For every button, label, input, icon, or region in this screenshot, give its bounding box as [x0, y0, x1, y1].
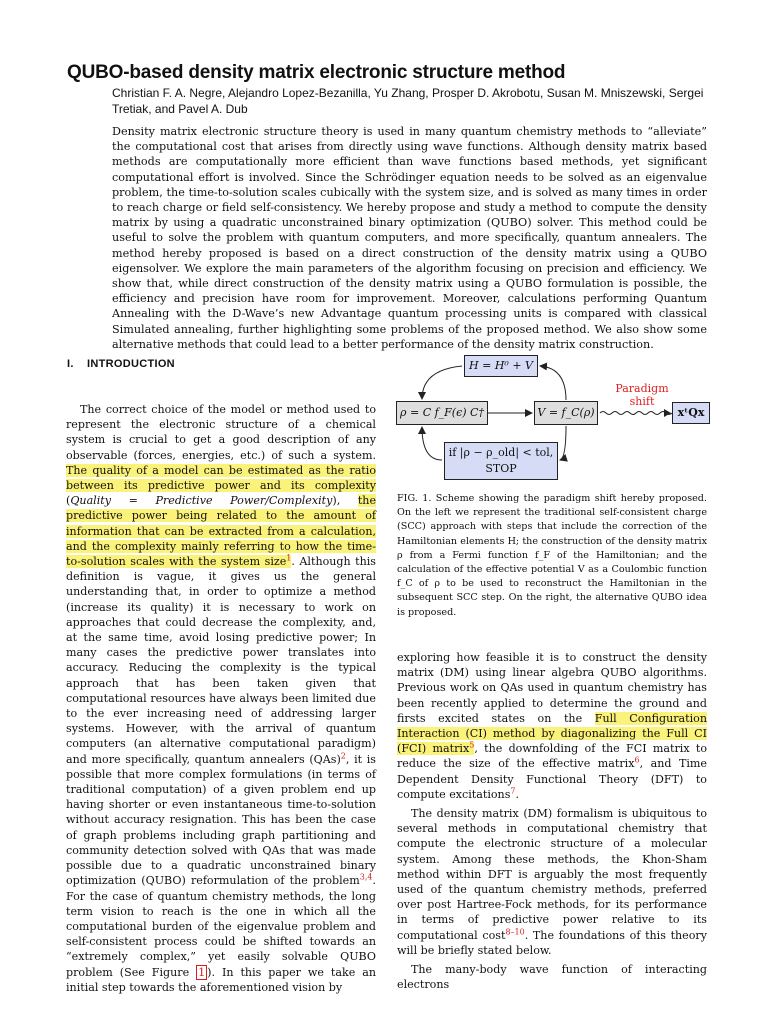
convergence-check-box — [444, 442, 558, 480]
text-run: The density matrix (DM) formalism is ubiquitous to several methods in computational chemistry that compute the electronic structure of a molecular system. Among these methods, the Khon-Sham method within DFT is arguably the most frequently used of the quantum chemistry methods, preferred over post Hartree-Fock methods, for its performance in terms of predictive power relative to its computational cost — [397, 807, 707, 942]
section-title: INTRODUCTION — [87, 358, 175, 370]
text-run: The correct choice of the model or method used to represent the electronic structure of a chemical system is crucial to get a good description of any observable (forces, energies, etc.) of such a system. — [66, 403, 376, 462]
arrow-v-to-check — [560, 426, 566, 460]
text-run: . For the case of quantum chemistry methods, the long term vision to reach is the one in which all the computational burden of the eigenvalue problem and self-consistent process could be shifted towards an “extremely complex,” yet easily solvable QUBO problem (See Figure — [66, 874, 376, 979]
text-run: ), — [332, 494, 358, 508]
stop-label: STOP — [485, 462, 517, 475]
paragraph — [397, 650, 707, 802]
text-run: , it is possible that more complex formulations (in terms of traditional computation) of a given problem end up having shorter or even instantaneous time-to-solution without accuracy resignation. This has been the case of graph problems including graph partitioning and community detection solved with QAs that was made possible due to a quadratic unconstrained binary optimization (QUBO) reformulation of the problem — [66, 752, 376, 888]
text-run: ). In this paper we take an initial step towards the aforementioned vision by — [66, 965, 376, 994]
figure-caption: FIG. 1. Scheme showing the paradigm shift hereby proposed. On the left we represent the traditional self-consistent charge (SCC) approach with steps that include the correction of the Hamiltonian elements H; the construction of the density matrix ρ from a Fermi function f_F of the Hamiltonian; and the calculation of the effective potential V as a Coulombic function f_C of ρ to be used to reconstruct the Hamiltonian in the subsequent SCC step. On the right, the alternative QUBO idea is proposed. — [397, 493, 707, 618]
citation-link[interactable]: 2 — [340, 750, 346, 760]
paper-title: QUBO-based density matrix electronic structure method — [67, 62, 566, 83]
section-heading — [67, 358, 175, 370]
highlighted-text: The quality of a model can be estimated as the ratio between its predictive power and its complexity — [66, 463, 376, 493]
citation-link[interactable]: 6 — [634, 755, 640, 765]
arrow-v-to-h — [540, 366, 566, 400]
text-run: exploring how feasible it is to construct the density matrix (DM) using linear algebra QUBO algorithms. Previous work on QAs used in quantum chemistry has been recently applied to determine the ground and firsts excited states on the — [397, 651, 707, 725]
text-run: ( — [66, 494, 71, 508]
citation-link[interactable]: 1 — [286, 553, 292, 563]
abstract: Density matrix electronic structure theory is used in many quantum chemistry methods to “alleviate” the computational cost that arises from directly using wave functions. Although density matrix based methods are computationally more efficient than wave functions based methods, yet significant computational effort is involved. Since the Schrödinger equation needs to be solved as an eigenvalue problem, the time-to-solution scales cubically with the system size, and is solved as many times in order to reach charge or field self-consistency. We hereby propose and study a method to compute the density matrix by using a quadratic unconstrained binary optimization (QUBO) solver. This method could be useful to solve the problem with quantum computers, and more specifically, quantum annealers. The method hereby proposed is based on a direct construction of the density matrix using a QUBO eigensolver. We explore the main parameters of the algorithm focusing on precision and efficiency. We show that, while direct construction of the density matrix using a QUBO formulation is possible, the efficiency and precision have room for improvement. Moreover, calculations performing Quantum Annealing with the D-Wave’s new Advantage quantum processing units is compared with classical Simulated annealing, further highlighting some problems of the proposed method. We also show some alternative methods that could lead to a better performance of the density matrix construction. — [112, 125, 707, 351]
citation-link[interactable]: 5 — [469, 740, 475, 750]
text-run: the predictive power being related to the amount of information that can be extracted from a calculation, and the complexity mainly referring to how the time-to-solution scales with the system size — [66, 494, 377, 569]
text-run: . — [515, 787, 520, 801]
text-run: , the downfolding of the FCI matrix to reduce the size of the effective matrix — [397, 742, 708, 771]
paragraph — [397, 806, 707, 958]
citation-link[interactable]: 3,4 — [359, 872, 373, 882]
right-column — [397, 650, 707, 992]
citation-link[interactable]: 8–10 — [505, 926, 525, 936]
potential-box: V = f_C(ρ) — [534, 401, 598, 425]
hamiltonian-box: H = H⁰ + V — [464, 355, 538, 377]
quality-formula: Quality = Predictive Power/Complexity — [70, 494, 333, 508]
citation-link[interactable]: 7 — [510, 786, 516, 796]
qubo-box: xᵗQx — [672, 402, 710, 424]
paragraph: The many-body wave function of interacting electrons — [397, 963, 707, 992]
section-number: I. — [67, 358, 74, 370]
figure-link[interactable]: 1 — [198, 965, 206, 979]
text-run: . Although this definition is vague, it gives us the general understanding that, in order to optimize a method (increase its quality) it is necessary to work on approaches that could decrease the complexity, and, at the same time, avoid losing predictive power; In many cases the predictive power translates into accuracy. Reducing the complexity is the typical approach that has been taken given that computational resources have always been limited due to the ever increasing need of addressing larger systems. However, with the arrival of quantum computers (an alternative computational paradigm) and more specifically, quantum annealers (QAs) — [66, 555, 377, 766]
arrow-h-to-rho — [422, 366, 462, 399]
text-run: , and Time Dependent Density Functional Theory (DFT) to compute excitations — [397, 757, 707, 801]
author-list: Christian F. A. Negre, Alejandro Lopez-Bezanilla, Yu Zhang, Prosper D. Akrobotu, Susan M. Mniszewski, Sergei Tretiak, and Pavel A. Dub — [112, 86, 704, 116]
squiggly-arrow — [600, 412, 672, 415]
convergence-condition: if |ρ − ρ_old| < tol, — [448, 446, 554, 459]
paradigm-shift-label: Paradigm shift — [615, 382, 669, 408]
text-run: . The foundations of this theory will be briefly stated below. — [397, 928, 707, 957]
squiggly-arrow-head — [664, 409, 671, 417]
figure-1-scheme — [396, 352, 714, 484]
arrow-check-to-rho — [422, 427, 442, 460]
text-run: Full Configuration Interaction (CI) method by diagonalizing the Full CI (FCI) matrix — [397, 711, 707, 756]
left-column-paragraph — [66, 402, 376, 995]
density-matrix-box: ρ = C f_F(ϵ) C† — [396, 401, 488, 425]
